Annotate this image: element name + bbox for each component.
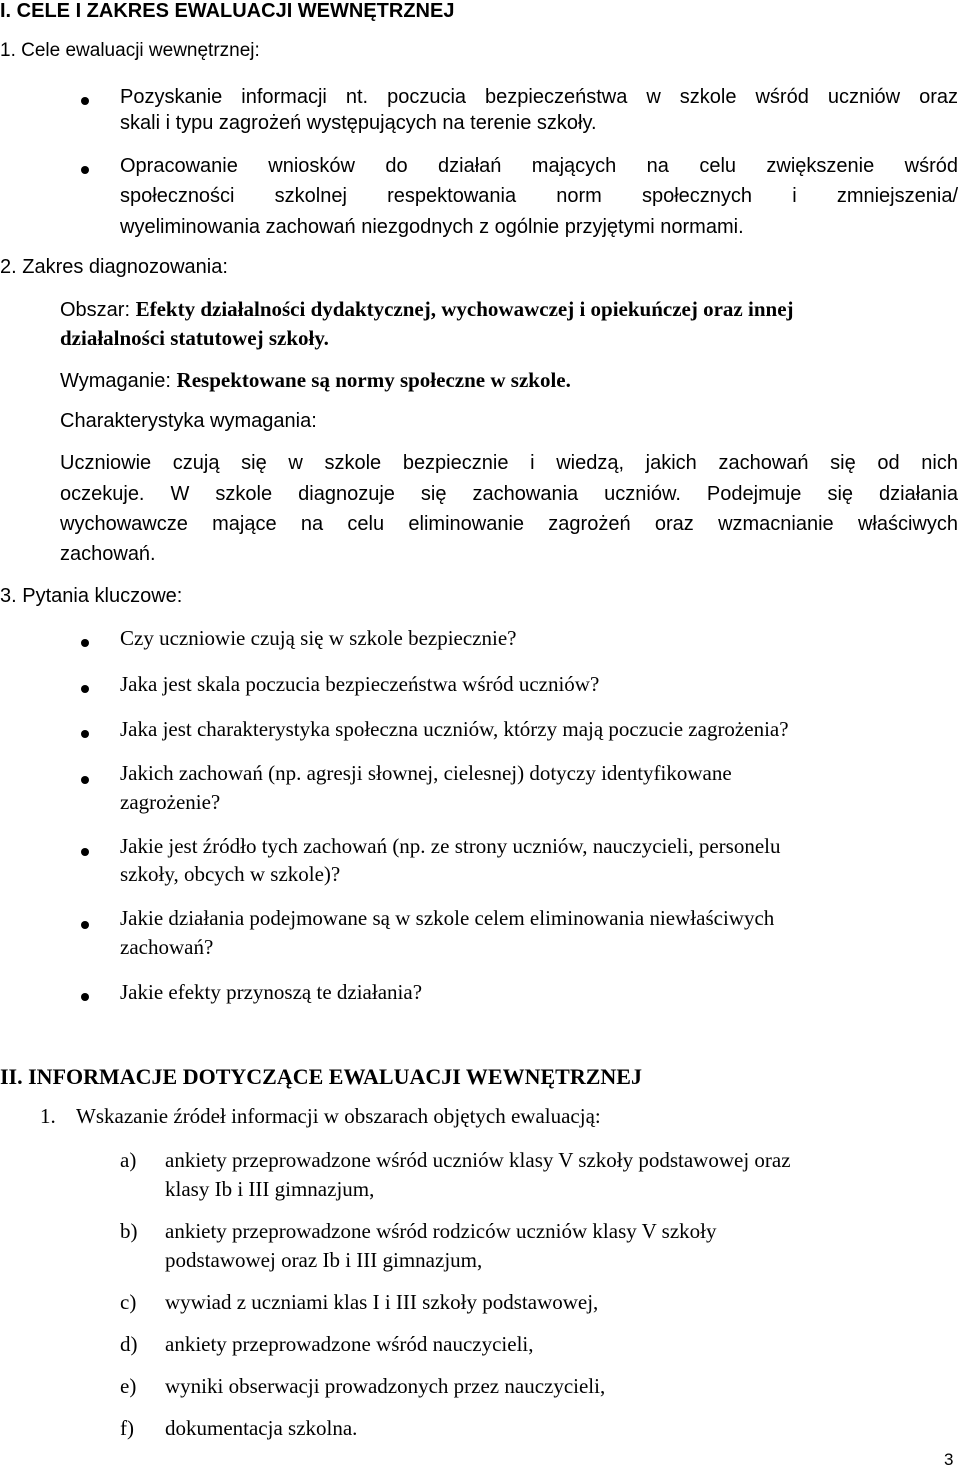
question-6-line-2: zachowań? [120,935,214,959]
question-2: Jaka jest skala poczucia bezpieczeństwa wśród uczniów? [120,672,600,696]
source-d-line-1: ankiety przeprowadzone wśród nauczycieli, [165,1332,534,1356]
source-a-letter: a) [120,1148,137,1172]
goal-1-line-2: skali i typu zagrożeń występujących na terenie szkoły. [120,112,597,134]
scope-heading: 2. Zakres diagnozowania: [0,256,228,278]
goals-heading: 1. Cele ewaluacji wewnętrznej: [0,40,260,61]
question-4-line-1: Jakich zachowań (np. agresji słownej, cielesnej) dotyczy identyfikowane [120,761,732,785]
area-label: Obszar: [60,299,136,321]
bullet-icon [81,97,89,105]
bullet-icon [81,730,89,738]
key-questions-heading: 3. Pytania kluczowe: [0,585,183,607]
area-line-1 [60,297,794,322]
characteristic-line-3: wychowawcze mające na celu eliminowanie zagrożeń oraz wzmacnianie właściwych [60,513,958,535]
source-e-letter: e) [120,1374,137,1398]
source-f-letter: f) [120,1416,134,1440]
goal-2-line-2: społeczności szkolnej respektowania norm społecznych i zmniejszenia/ [120,185,958,207]
source-a-line-2: klasy Ib i III gimnazjum, [165,1177,375,1201]
bullet-icon [81,639,89,647]
requirement-line [60,368,571,393]
goal-1-line-1: Pozyskanie informacji nt. poczucia bezpieczeństwa w szkole wśród uczniów oraz [120,86,958,108]
bullet-icon [81,776,89,784]
section-1-heading: I. CELE I ZAKRES EWALUACJI WEWNĘTRZNEJ [0,0,455,22]
question-3: Jaka jest charakterystyka społeczna uczniów, którzy mają poczucie zagrożenia? [120,717,789,741]
goal-2-line-3: wyeliminowania zachowań niezgodnych z ogólnie przyjętymi normami. [120,216,744,238]
source-f-line-1: dokumentacja szkolna. [165,1416,358,1440]
bullet-icon [81,848,89,856]
bullet-icon [81,921,89,929]
characteristic-line-2: oczekuje. W szkole diagnozuje się zachowania uczniów. Podejmuje się działania [60,483,958,505]
bullet-icon [81,166,89,174]
page-number: 3 [944,1450,954,1469]
source-b-letter: b) [120,1219,138,1243]
question-4-line-2: zagrożenie? [120,790,221,814]
source-b-line-2: podstawowej oraz Ib i III gimnazjum, [165,1248,483,1272]
bullet-icon [81,993,89,1001]
source-c-line-1: wywiad z uczniami klas I i III szkoły podstawowej, [165,1290,599,1314]
goal-2-line-1: Opracowanie wniosków do działań mających na celu zwiększenie wśród [120,155,958,177]
source-e-line-1: wyniki obserwacji prowadzonych przez nauczycieli, [165,1374,606,1398]
question-1: Czy uczniowie czują się w szkole bezpiecznie? [120,626,517,650]
characteristic-line-4: zachowań. [60,543,156,565]
section-2-item-1-text: Wskazanie źródeł informacji w obszarach objętych ewaluacją: [76,1104,601,1128]
section-2-item-1-number: 1. [40,1104,56,1128]
question-5-line-2: szkoły, obcych w szkole)? [120,862,341,886]
question-6-line-1: Jakie działania podejmowane są w szkole celem eliminowania niewłaściwych [120,906,775,930]
section-2-heading: II. INFORMACJE DOTYCZĄCE EWALUACJI WEWNĘTRZNEJ [0,1064,642,1089]
source-c-letter: c) [120,1290,137,1314]
requirement-value: Respektowane są normy społeczne w szkole. [176,368,571,392]
source-b-line-1: ankiety przeprowadzone wśród rodziców uczniów klasy V szkoły [165,1219,717,1243]
source-a-line-1: ankiety przeprowadzone wśród uczniów klasy V szkoły podstawowej oraz [165,1148,791,1172]
area-value-line-1: Efekty działalności dydaktycznej, wychowawczej i opiekuńczej oraz innej [135,297,794,321]
characteristic-line-1: Uczniowie czują się w szkole bezpiecznie i wiedzą, jakich zachowań się od nich [60,452,958,474]
question-7: Jakie efekty przynoszą te działania? [120,980,423,1004]
requirement-label: Wymaganie: [60,370,177,392]
characteristic-label: Charakterystyka wymagania: [60,410,317,432]
source-d-letter: d) [120,1332,138,1356]
bullet-icon [81,685,89,693]
question-5-line-1: Jakie jest źródło tych zachowań (np. ze strony uczniów, nauczycieli, personelu [120,834,781,858]
area-value-line-2: działalności statutowej szkoły. [60,326,329,350]
